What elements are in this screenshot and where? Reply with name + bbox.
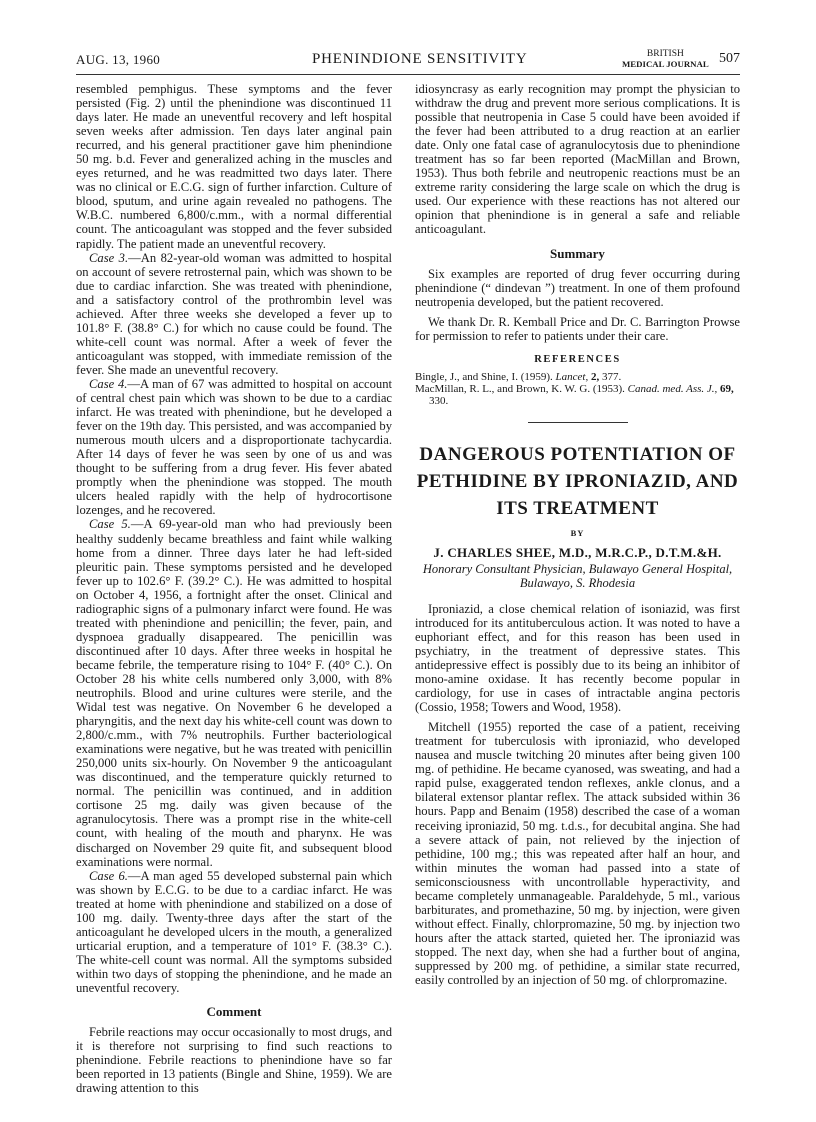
ref1-authors: Bingle, J., and Shine, I. (1959). [415,370,553,383]
acknowledgement-paragraph: We thank Dr. R. Kemball Price and Dr. C. Barrington Prowse for permission to refer to patients under their care. [415,314,740,343]
comment-continuation: idiosyncrasy as early recognition may prompt the physician to withdraw the drug and prevent more serious complications. It is possible that neutropenia in Case 5 could have been avoided if the fever had been attributed to a drug reaction at an earlier date. Only one fatal case of agranulocytosis due to phenindione treatment has so far been reported (MacMillan and Brown, 1953). Thus both febrile and neutropenic reactions must be an extreme rarity considering the large scale on which the drug is used. Our experience with these reactions has not altered our opinion that phenindione is in general a safe and reliable anticoagulant. [415,82,740,237]
article-title-line-1: DANGEROUS POTENTIATION OF [419,443,736,465]
case5-label: Case 5. [89,517,131,532]
case6-paragraph [76,869,392,995]
ref2-authors: MacMillan, R. L., and Brown, K. W. G. (1953). [415,383,625,396]
ref1-journal: Lancet, [555,370,589,383]
case4-paragraph [76,377,392,517]
intro-paragraph: Iproniazid, a close chemical relation of isoniazid, was first introduced for its antituberculous action. It was noted to have a euphoriant effect, and for this reason has been used in psychiatry, in the treatment of depressive states. This antidepressive effect is possibly due to its being an inhibitor of mono-amine oxidase. It has recently become popular in cardiology, for use in cases of intractable angina pectoris (Cossio, 1958; Towers and Wood, 1958). [415,601,740,715]
references-heading: REFERENCES [534,353,621,365]
author-name: J. CHARLES SHEE, M.D., M.R.C.P., D.T.M.&H. [433,544,722,560]
reference-item [415,383,740,408]
ref2-volume: 69, [720,383,734,396]
ref2-page: 330. [429,395,449,408]
summary-paragraph: Six examples are reported of drug fever occurring during phenindione (“ dindevan ”) treatment. In one of them profound neutropenia developed, but the patient recovered. [415,266,740,309]
case6-label: Case 6. [89,868,128,883]
ref2-journal: Canad. med. Ass. J., [627,383,718,396]
issue-date: AUG. 13, 1960 [76,52,161,67]
case4-label: Case 4. [89,376,128,391]
article-title-line-3: ITS TREATMENT [496,497,659,519]
summary-heading: Summary [550,245,605,261]
right-column [415,82,740,987]
comment-heading: Comment [206,1004,262,1020]
case6-text: —A man aged 55 developed substernal pain which was shown by E.C.G. to be due to a cardiac infarct. He was treated at home with phenindione and stabilized on a dose of 100 mg. daily. Twenty-three days after the start of the anticoagulant he developed ulcers in the mouth, a generalized urticarial eruption, and a temperature of 101° F. (38.3° C.). The white-cell count was normal. All the symptoms subsided within two days of stopping the phenindione, and he made an uneventful recovery. [76,868,393,995]
ref1-page: 377. [602,370,622,383]
comment-paragraph: Febrile reactions may occur occasionally to most drugs, and it is therefore not surprising to find such reactions to phenindione. Febrile reactions to phenindione have so far been reported in 13 patients (Bingle and Shine, 1959). We are drawing attention to this [76,1025,392,1096]
case4-text: —A man of 67 was admitted to hospital on account of central chest pain which was shown to be due to a cardiac infarct. He was treated with phenindione, but he developed a fever on the 19th day. This persisted, and was accompanied by numerous mouth ulcers and a disproportionate tachycardia. After 14 days of fever he was seen by one of us and was thought to be suffering from a drug fever. His fever abated promptly when the phenindione was stopped. The mouth ulcers healed rapidly with the help of hydrocortisone lozenges, and he recovered. [76,376,392,518]
journal-name-line1: BRITISH [646,49,684,59]
byline-label: BY [570,527,585,538]
header-rule [76,74,740,75]
page-number: 507 [719,51,740,66]
ref1-volume: 2, [591,370,600,383]
article-title-line-2: PETHIDINE BY IPRONIAZID, AND [416,470,739,492]
journal-name-line2: MEDICAL JOURNAL [622,59,709,69]
case5-paragraph [76,517,392,868]
case5-text: —A 69-year-old man who had previously been healthy suddenly became breathless and faint while walking home from a dinner. Three days later he had left-sided pleuritic pain. These symptoms persisted and he developed fever up to 102.6° F. (39.2° C.). He was admitted to hospital on October 4, 1956, a fortnight after the onset. Clinical and radiographic signs of a pulmonary infarct were found. He was treated with phenindione and penicillin; the fever, pain, and dyspnoea gradually disappeared. The penicillin was discontinued after 10 days. After three weeks in hospital he became febrile, the temperature rising to 104° F. (40° C.). On October 28 his white cells numbered only 3,000, with 8% neutrophils. Blood and urine cultures were sterile, and the Widal test was negative. On November 6 he developed a pharyngitis, and the next day his white-cell count was down to 2,800/c.mm., with 7% neutrophils. Further bacteriological examinations were negative, but he was treated with penicillin 250,000 units six-hourly. On November 9 the anticoagulant was discontinued, and the temperature quickly returned to normal. The penicillin was continued, and in addition cortisone 25 mg. daily was given because of the agranulocytosis. There was a prompt rise in the white-cell count, with healing of the mouth and pharynx. He was discharged on November 29 quite fit, and subsequent blood examinations were normal. [76,517,393,869]
reference-item [415,371,740,383]
running-title: PHENINDIONE SENSITIVITY [312,51,528,67]
case3-paragraph [76,251,392,377]
left-column [76,82,392,1095]
mitchell-paragraph: Mitchell (1955) reported the case of a patient, receiving treatment for tuberculosis with iproniazid, who developed nausea and muscle twitching 20 minutes after being given 100 mg. of pethidine. He became cyanosed, was sweating, and had a rapid pulse, exaggerated tendon reflexes, ankle clonus, and a bilateral extensor plantar reflex. The attack subsided within 36 hours. Papp and Benaim (1958) described the case of a woman receiving iproniazid, 50 mg. t.d.s., for decubital angina. She had a severe attack of pain, not relieved by the injection of pethidine, 100 mg.; this was repeated after half an hour, and within minutes the woman had passed into a state of semiconsciousness with uncontrollable hyperactivity, and became completely unmanageable. Paraldehyde, 5 ml., various barbiturates, and promethazine, 50 mg. by injection, were given without effect. Finally, chlorpromazine, 50 mg. by injection two hours after the attack started, quieted her. The iproniazid was stopped. The next day, when she had a further bout of angina, suppressed by 200 mg. of pethidine, a similar state recurred, easily controlled by an injection of 50 mg. of chlorpromazine. [415,720,740,988]
case2-continuation: resembled pemphigus. These symptoms and the fever persisted (Fig. 2) until the phenindione was discontinued 11 days later. He made an uneventful recovery and left hospital seven weeks after admission. Ten days later anginal pain recurred, and his general practitioner gave him phenindione 50 mg. b.d. Fever and generalized aching in the muscles and eyes returned, and he was readmitted two days later. There was no clinical or E.C.G. sign of further infarction. Culture of blood, sputum, and urine again revealed no pathogens. The W.B.C. numbered 6,800/c.mm., with a normal differential count. The anticoagulant was stopped and the fever subsided rapidly. The patient made an uneventful recovery. [76,82,392,251]
article-divider [528,422,628,423]
case3-text: —An 82-year-old woman was admitted to hospital on account of severe retrosternal pain, which was shown to be due to cardiac infarction. She was treated with phenindione, and a satisfactory control of the prothrombin level was achieved. After three weeks she developed a fever up to 101.8° F. (38.8° C.) for which no cause could be found. The white-cell count was normal. After a week of fever the anticoagulant was stopped, with immediate remission of the fever. She made an uneventful recovery. [76,250,392,377]
journal-name [622,49,709,70]
author-affiliation: Honorary Consultant Physician, Bulawayo General Hospital, Bulawayo, S. Rhodesia [422,561,733,590]
case3-label: Case 3. [89,250,129,265]
header-bar [76,46,740,76]
